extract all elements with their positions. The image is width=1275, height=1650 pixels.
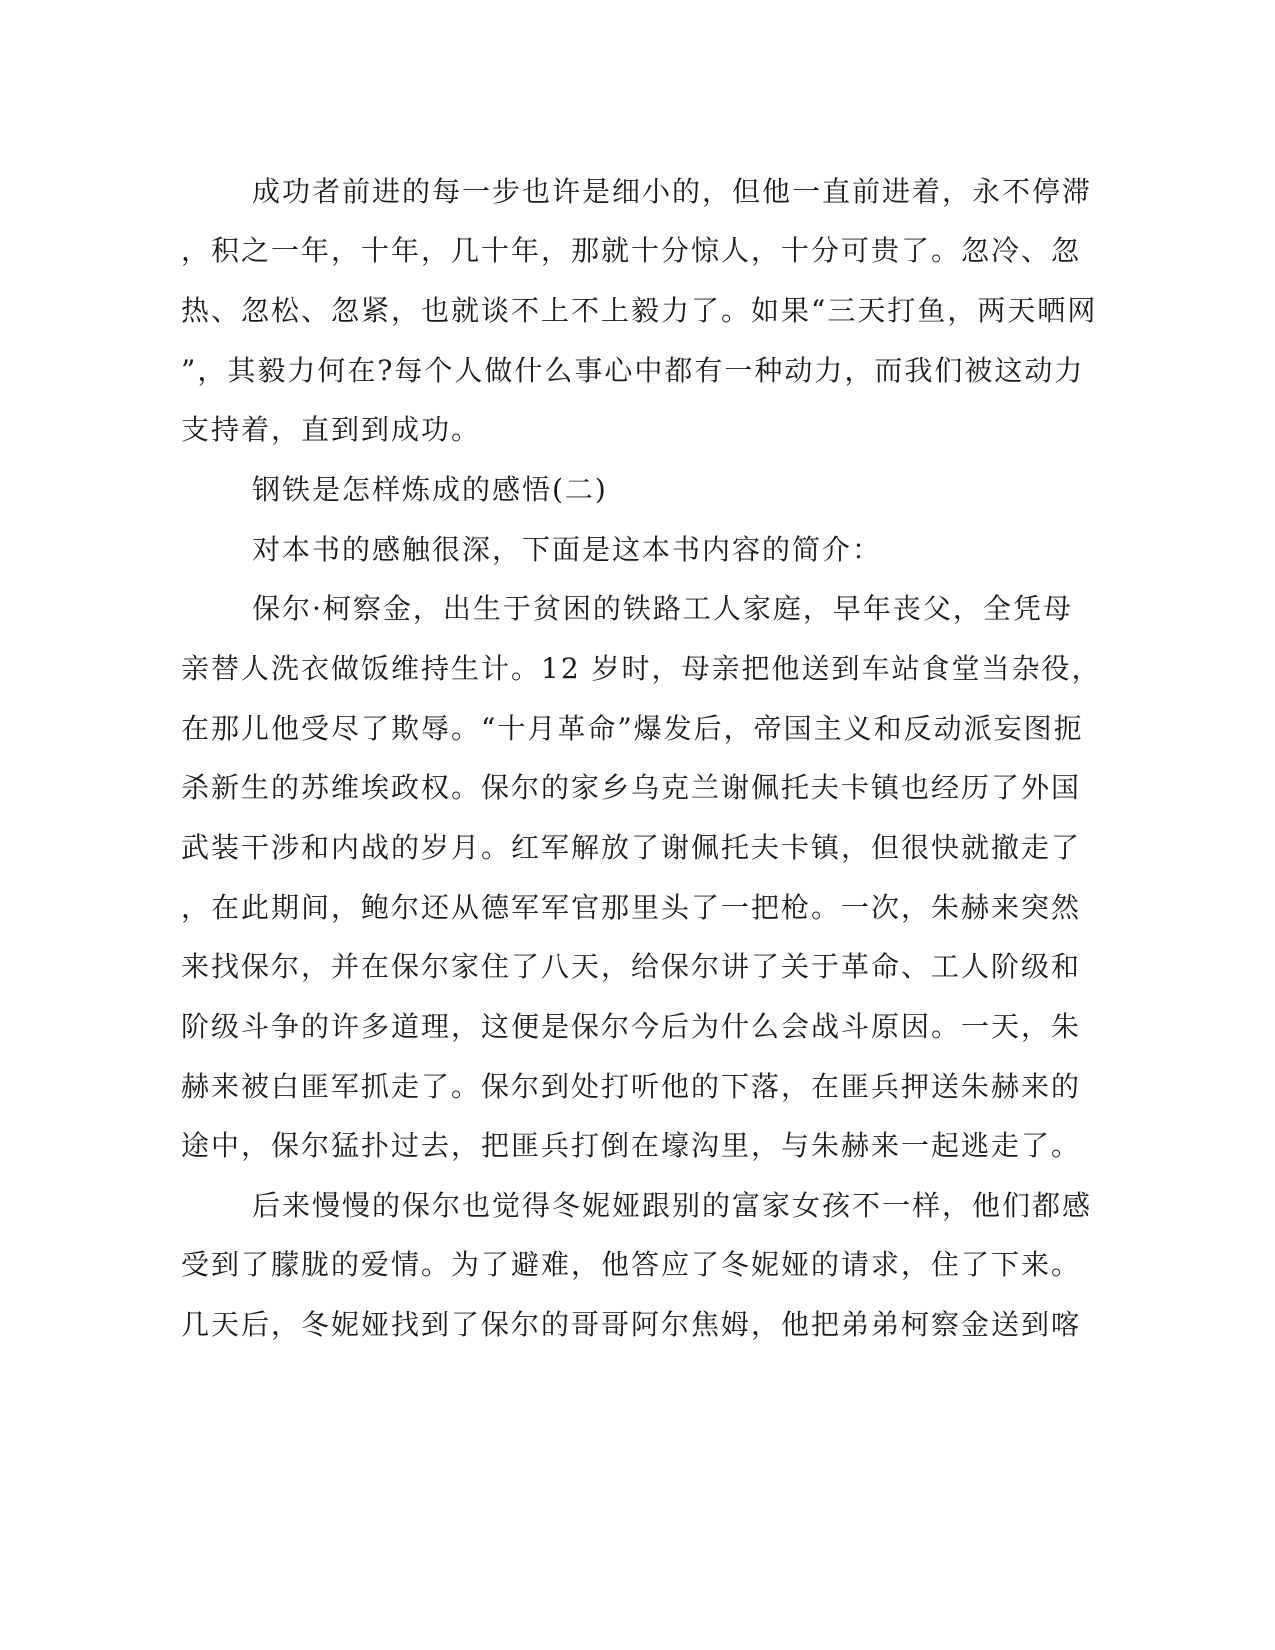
paragraph-line bbox=[0, 1058, 1275, 1116]
paragraph-line bbox=[0, 282, 1275, 340]
paragraph-line bbox=[0, 521, 1275, 579]
line-text: 赫来被白匪军抓走了。保尔到处打听他的下落，在匪兵押送朱赫来的 bbox=[181, 1070, 1082, 1103]
line-text: 途中，保尔猛扑过去，把匪兵打倒在壕沟里，与朱赫来一起逃走了。 bbox=[181, 1129, 1082, 1162]
paragraph-line bbox=[0, 222, 1275, 280]
section-heading bbox=[0, 461, 1275, 519]
line-text: ，积之一年，十年，几十年，那就十分惊人，十分可贵了。忽冷、忽 bbox=[181, 234, 1082, 267]
line-text: 武装干涉和内战的岁月。红军解放了谢佩托夫卡镇，但很快就撤走了 bbox=[181, 831, 1082, 864]
line-text: 成功者前进的每一步也许是细小的，但他一直前进着，永不停滞 bbox=[252, 175, 1093, 208]
paragraph-line bbox=[0, 998, 1275, 1056]
paragraph-line bbox=[0, 640, 1275, 698]
paragraph-line bbox=[0, 938, 1275, 996]
line-text: 在那儿他受尽了欺辱。“十月革命”爆发后，帝国主义和反动派妄图扼 bbox=[181, 712, 1084, 745]
line-text: 保尔·柯察金，出生于贫困的铁路工人家庭，早年丧父，全凭母 bbox=[252, 592, 1073, 625]
line-text: 阶级斗争的许多道理，这便是保尔今后为什么会战斗原因。一天，朱 bbox=[181, 1010, 1082, 1043]
line-text: ，在此期间，鲍尔还从德军军官那里头了一把枪。一次，朱赫来突然 bbox=[181, 891, 1082, 924]
paragraph-line bbox=[0, 879, 1275, 937]
paragraph-line bbox=[0, 1296, 1275, 1354]
line-text: 受到了朦胧的爱情。为了避难，他答应了冬妮娅的请求，住了下来。 bbox=[181, 1248, 1082, 1281]
paragraph-line bbox=[0, 819, 1275, 877]
line-text: ”，其毅力何在?每个人做什么事心中都有一种动力，而我们被这动力 bbox=[181, 354, 1085, 387]
paragraph-line bbox=[0, 1236, 1275, 1294]
line-text: 来找保尔，并在保尔家住了八天，给保尔讲了关于革命、工人阶级和 bbox=[181, 950, 1082, 983]
paragraph-line bbox=[0, 759, 1275, 817]
line-text: 支持着，直到到成功。 bbox=[181, 413, 482, 446]
paragraph-line bbox=[0, 1117, 1275, 1175]
line-text: 对本书的感触很深，下面是这本书内容的简介： bbox=[252, 533, 883, 566]
line-text: 热、忽松、忽紧，也就谈不上不上毅力了。如果“三天打鱼，两天晒网 bbox=[181, 294, 1098, 327]
line-text: 亲替人洗衣做饭维持生计。12 岁时，母亲把他送到车站食堂当杂役， bbox=[181, 652, 1102, 685]
line-text: 杀新生的苏维埃政权。保尔的家乡乌克兰谢佩托夫卡镇也经历了外国 bbox=[181, 771, 1082, 804]
paragraph-line bbox=[0, 1177, 1275, 1235]
line-text: 后来慢慢的保尔也觉得冬妮娅跟别的富家女孩不一样，他们都感 bbox=[252, 1189, 1093, 1222]
paragraph-line bbox=[0, 342, 1275, 400]
paragraph-line bbox=[0, 580, 1275, 638]
paragraph-line bbox=[0, 700, 1275, 758]
line-text: 几天后，冬妮娅找到了保尔的哥哥阿尔焦姆，他把弟弟柯察金送到喀 bbox=[181, 1308, 1082, 1341]
paragraph-line bbox=[0, 401, 1275, 459]
paragraph-line bbox=[0, 163, 1275, 221]
heading-text: 钢铁是怎样炼成的感悟(二) bbox=[252, 473, 608, 506]
